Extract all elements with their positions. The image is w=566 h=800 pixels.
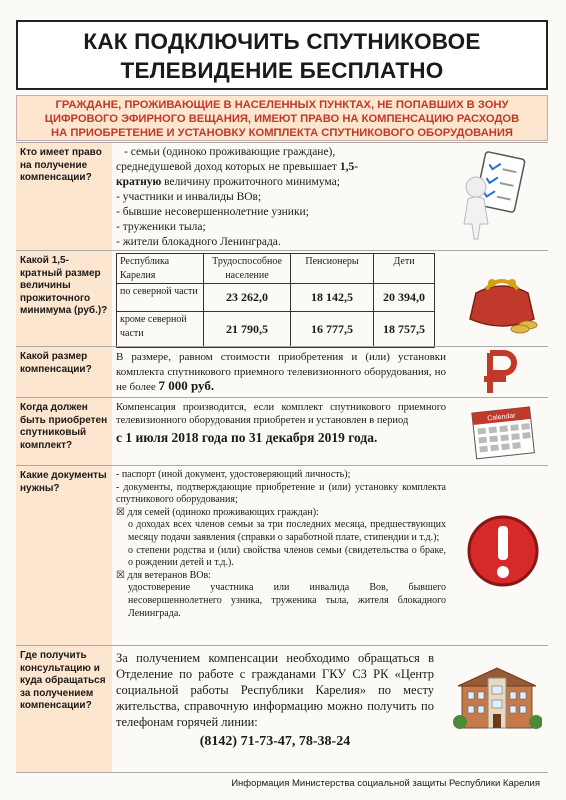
- income-header-cell: Республика Карелия: [117, 254, 204, 284]
- income-value-cell: 18 142,5: [291, 284, 374, 312]
- who-line-3: кратную величину прожиточного минимума;: [116, 176, 340, 188]
- income-header-cell: Трудоспособное население: [204, 254, 291, 284]
- income-value-cell: 21 790,5: [204, 312, 291, 348]
- building-icon: [452, 662, 542, 734]
- exclamation-icon: [464, 512, 542, 590]
- amount-answer: В размере, равном стоимости приобретения и (или) установки комплекта спутникового приемного телевизионного оборудования, но не более 7 000 руб.: [116, 351, 446, 393]
- who-line-2: среднедушевой доход которых не превышает 1,5-: [116, 161, 359, 173]
- when-question: Когда должен быть приобретен спутниковый комплект?: [16, 398, 112, 465]
- income-row: [117, 312, 435, 348]
- income-region-cell: по северной части: [117, 284, 204, 312]
- docs-line-4: о доходах всех членов семьи за три последних месяца, предшествующих месяцу подачи заявления (справки о заработной плате, стипендии и т.д.);: [128, 519, 446, 543]
- income-table: [116, 253, 435, 348]
- income-value-cell: 18 757,5: [374, 312, 435, 348]
- docs-line-6: ☒ для ветеранов ВОв:: [116, 569, 211, 581]
- income-value-cell: 16 777,5: [291, 312, 374, 348]
- income-row: [117, 284, 435, 312]
- who-answer: [116, 145, 446, 250]
- title-line-2: ТЕЛЕВИДЕНИЕ БЕСПЛАТНО: [120, 58, 444, 83]
- section-where: [16, 645, 548, 773]
- income-value-cell: 23 262,0: [204, 284, 291, 312]
- who-item-1: - участники и инвалиды ВОв;: [116, 191, 262, 203]
- docs-line-3: ☒ для семей (одиноко проживающих граждан):: [116, 506, 319, 518]
- checkbox-icon: ☒: [116, 569, 128, 581]
- subtitle-line-3: НА ПРИОБРЕТЕНИЕ И УСТАНОВКУ КОМПЛЕКТА СПУТНИКОВОГО ОБОРУДОВАНИЯ: [51, 127, 513, 139]
- who-line-1: - семьи (одиноко проживающие граждане),: [124, 146, 336, 158]
- who-item-3: - труженики тыла;: [116, 221, 206, 233]
- subtitle-banner: [16, 95, 548, 141]
- calendar-icon: [462, 402, 542, 462]
- docs-question: Какие документы нужны?: [16, 466, 112, 645]
- docs-line-1: - паспорт (иной документ, удостоверяющий личность);: [116, 469, 351, 480]
- purse-icon: [462, 259, 542, 335]
- subtitle-line-1: ГРАЖДАНЕ, ПРОЖИВАЮЩИЕ В НАСЕЛЕННЫХ ПУНКТАХ, НЕ ПОПАВШИХ В ЗОНУ: [55, 99, 509, 111]
- section-who: [16, 142, 548, 250]
- subtitle-line-2: ЦИФРОВОГО ЭФИРНОГО ВЕЩАНИЯ, ИМЕЮТ ПРАВО НА КОМПЕНСАЦИЮ РАСХОДОВ: [44, 113, 520, 125]
- page-title: [16, 20, 548, 90]
- compensation-period: с 1 июля 2018 года по 31 декабря 2019 года.: [116, 430, 378, 445]
- docs-line-2: - документы, подтверждающие приобретение и (или) установку комплекта спутникового оборудования;: [116, 481, 446, 506]
- who-item-2: - бывшие несовершеннолетние узники;: [116, 206, 309, 218]
- when-answer: Компенсация производится, если комплект спутникового приемного телевизионного оборудования приобретен и установлен в период с 1 июля 2018 года по 31 декабря 2019 года.: [116, 402, 446, 445]
- hotline-phones: (8142) 71-73-47, 78-38-24: [199, 734, 351, 749]
- calendar-label: Calendar: [486, 412, 516, 423]
- income-header-row: [117, 254, 435, 284]
- docs-line-5: о степени родства и (или) свойства членов семьи (свидетельства о браке, о рождении детей и т.д.).: [128, 544, 446, 569]
- who-item-4: - жители блокадного Ленинграда.: [116, 236, 281, 248]
- income-region-cell: кроме северной части: [117, 312, 204, 348]
- where-question: Где получить консультацию и куда обращаться за получением компенсации?: [16, 646, 112, 772]
- income-question: Какой 1,5-кратный размер величины прожиточного минимума (руб.)?: [16, 251, 112, 346]
- checklist-figure-icon: [452, 149, 542, 244]
- footer-credit: Информация Министерства социальной защиты Республики Карелия: [231, 778, 540, 789]
- docs-answer: [116, 469, 446, 620]
- section-amount: [16, 346, 548, 397]
- where-answer: За получением компенсации необходимо обращаться в Отделение по работе с гражданами ГКУ СЗ РК «Центр социальной работы Республики Карелия» по месту жительства, справочную информацию можно получить по телефонам горячей линии: (8142) 71-73-47, 78-38-24: [116, 651, 434, 749]
- amount-question: Какой размер компенсации?: [16, 347, 112, 397]
- checkbox-icon: ☒: [116, 506, 128, 518]
- section-income: [16, 250, 548, 346]
- income-table-wrap: [116, 253, 435, 348]
- income-header-cell: Дети: [374, 254, 435, 284]
- income-header-cell: Пенсионеры: [291, 254, 374, 284]
- section-when: [16, 397, 548, 465]
- section-docs: [16, 465, 548, 645]
- income-value-cell: 20 394,0: [374, 284, 435, 312]
- who-question: Кто имеет право на получение компенсации?: [16, 143, 112, 250]
- docs-line-7: удостоверение участника или инвалида Вов, бывшего несовершеннолетнего узника, труженика тыла, жителя блокадного Ленинграда.: [128, 582, 446, 619]
- title-line-1: КАК ПОДКЛЮЧИТЬ СПУТНИКОВОЕ: [83, 29, 481, 54]
- ruble-icon: [482, 349, 518, 395]
- max-amount: 7 000 руб.: [158, 378, 215, 393]
